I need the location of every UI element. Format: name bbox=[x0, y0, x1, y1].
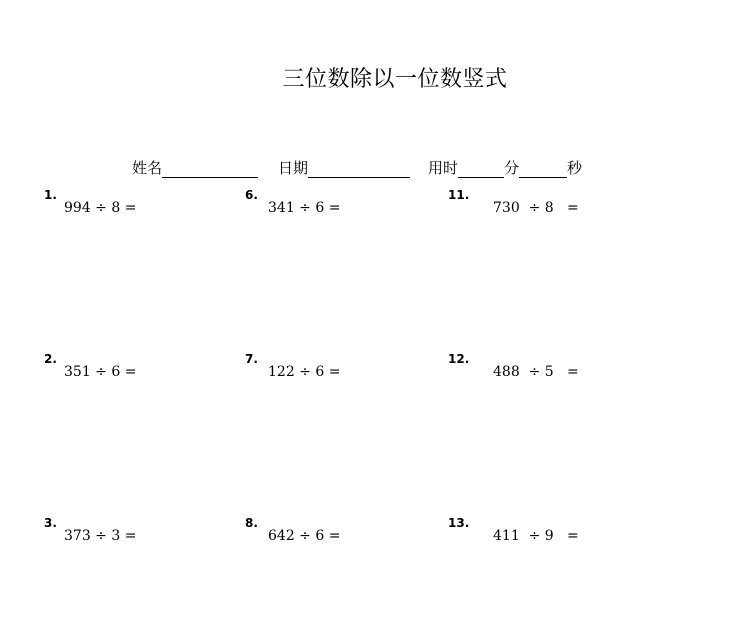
problem-expression: 994 ÷ 8 = bbox=[64, 200, 137, 216]
problem-number: 1. bbox=[44, 188, 57, 202]
problem-number: 3. bbox=[44, 516, 57, 530]
date-field bbox=[278, 157, 410, 178]
problem-expression: 373 ÷ 3 = bbox=[64, 528, 137, 544]
seconds-label: 秒 bbox=[567, 159, 583, 177]
time-field bbox=[428, 157, 582, 178]
problem-expression: 488 ÷ 5 = bbox=[493, 364, 579, 380]
problem-number: 6. bbox=[245, 188, 258, 202]
problem-expression: 411 ÷ 9 = bbox=[493, 528, 579, 544]
seconds-blank bbox=[519, 161, 567, 178]
problem-expression: 341 ÷ 6 = bbox=[268, 200, 341, 216]
worksheet-title: 三位数除以一位数竖式 bbox=[282, 67, 508, 92]
problem-number: 12. bbox=[448, 352, 470, 366]
problem-expression: 642 ÷ 6 = bbox=[268, 528, 341, 544]
problem-number: 13. bbox=[448, 516, 470, 530]
minutes-blank bbox=[458, 161, 504, 178]
name-blank bbox=[162, 161, 258, 178]
name-field bbox=[132, 157, 258, 178]
date-label: 日期 bbox=[278, 159, 309, 177]
time-label: 用时 bbox=[428, 159, 459, 177]
problem-number: 8. bbox=[245, 516, 258, 530]
name-label: 姓名 bbox=[132, 159, 163, 177]
date-blank bbox=[308, 161, 410, 178]
problem-expression: 122 ÷ 6 = bbox=[268, 364, 341, 380]
problem-number: 7. bbox=[245, 352, 258, 366]
problem-expression: 730 ÷ 8 = bbox=[493, 200, 579, 216]
minutes-label: 分 bbox=[504, 159, 520, 177]
problem-expression: 351 ÷ 6 = bbox=[64, 364, 137, 380]
problem-number: 2. bbox=[44, 352, 57, 366]
problem-number: 11. bbox=[448, 188, 470, 202]
